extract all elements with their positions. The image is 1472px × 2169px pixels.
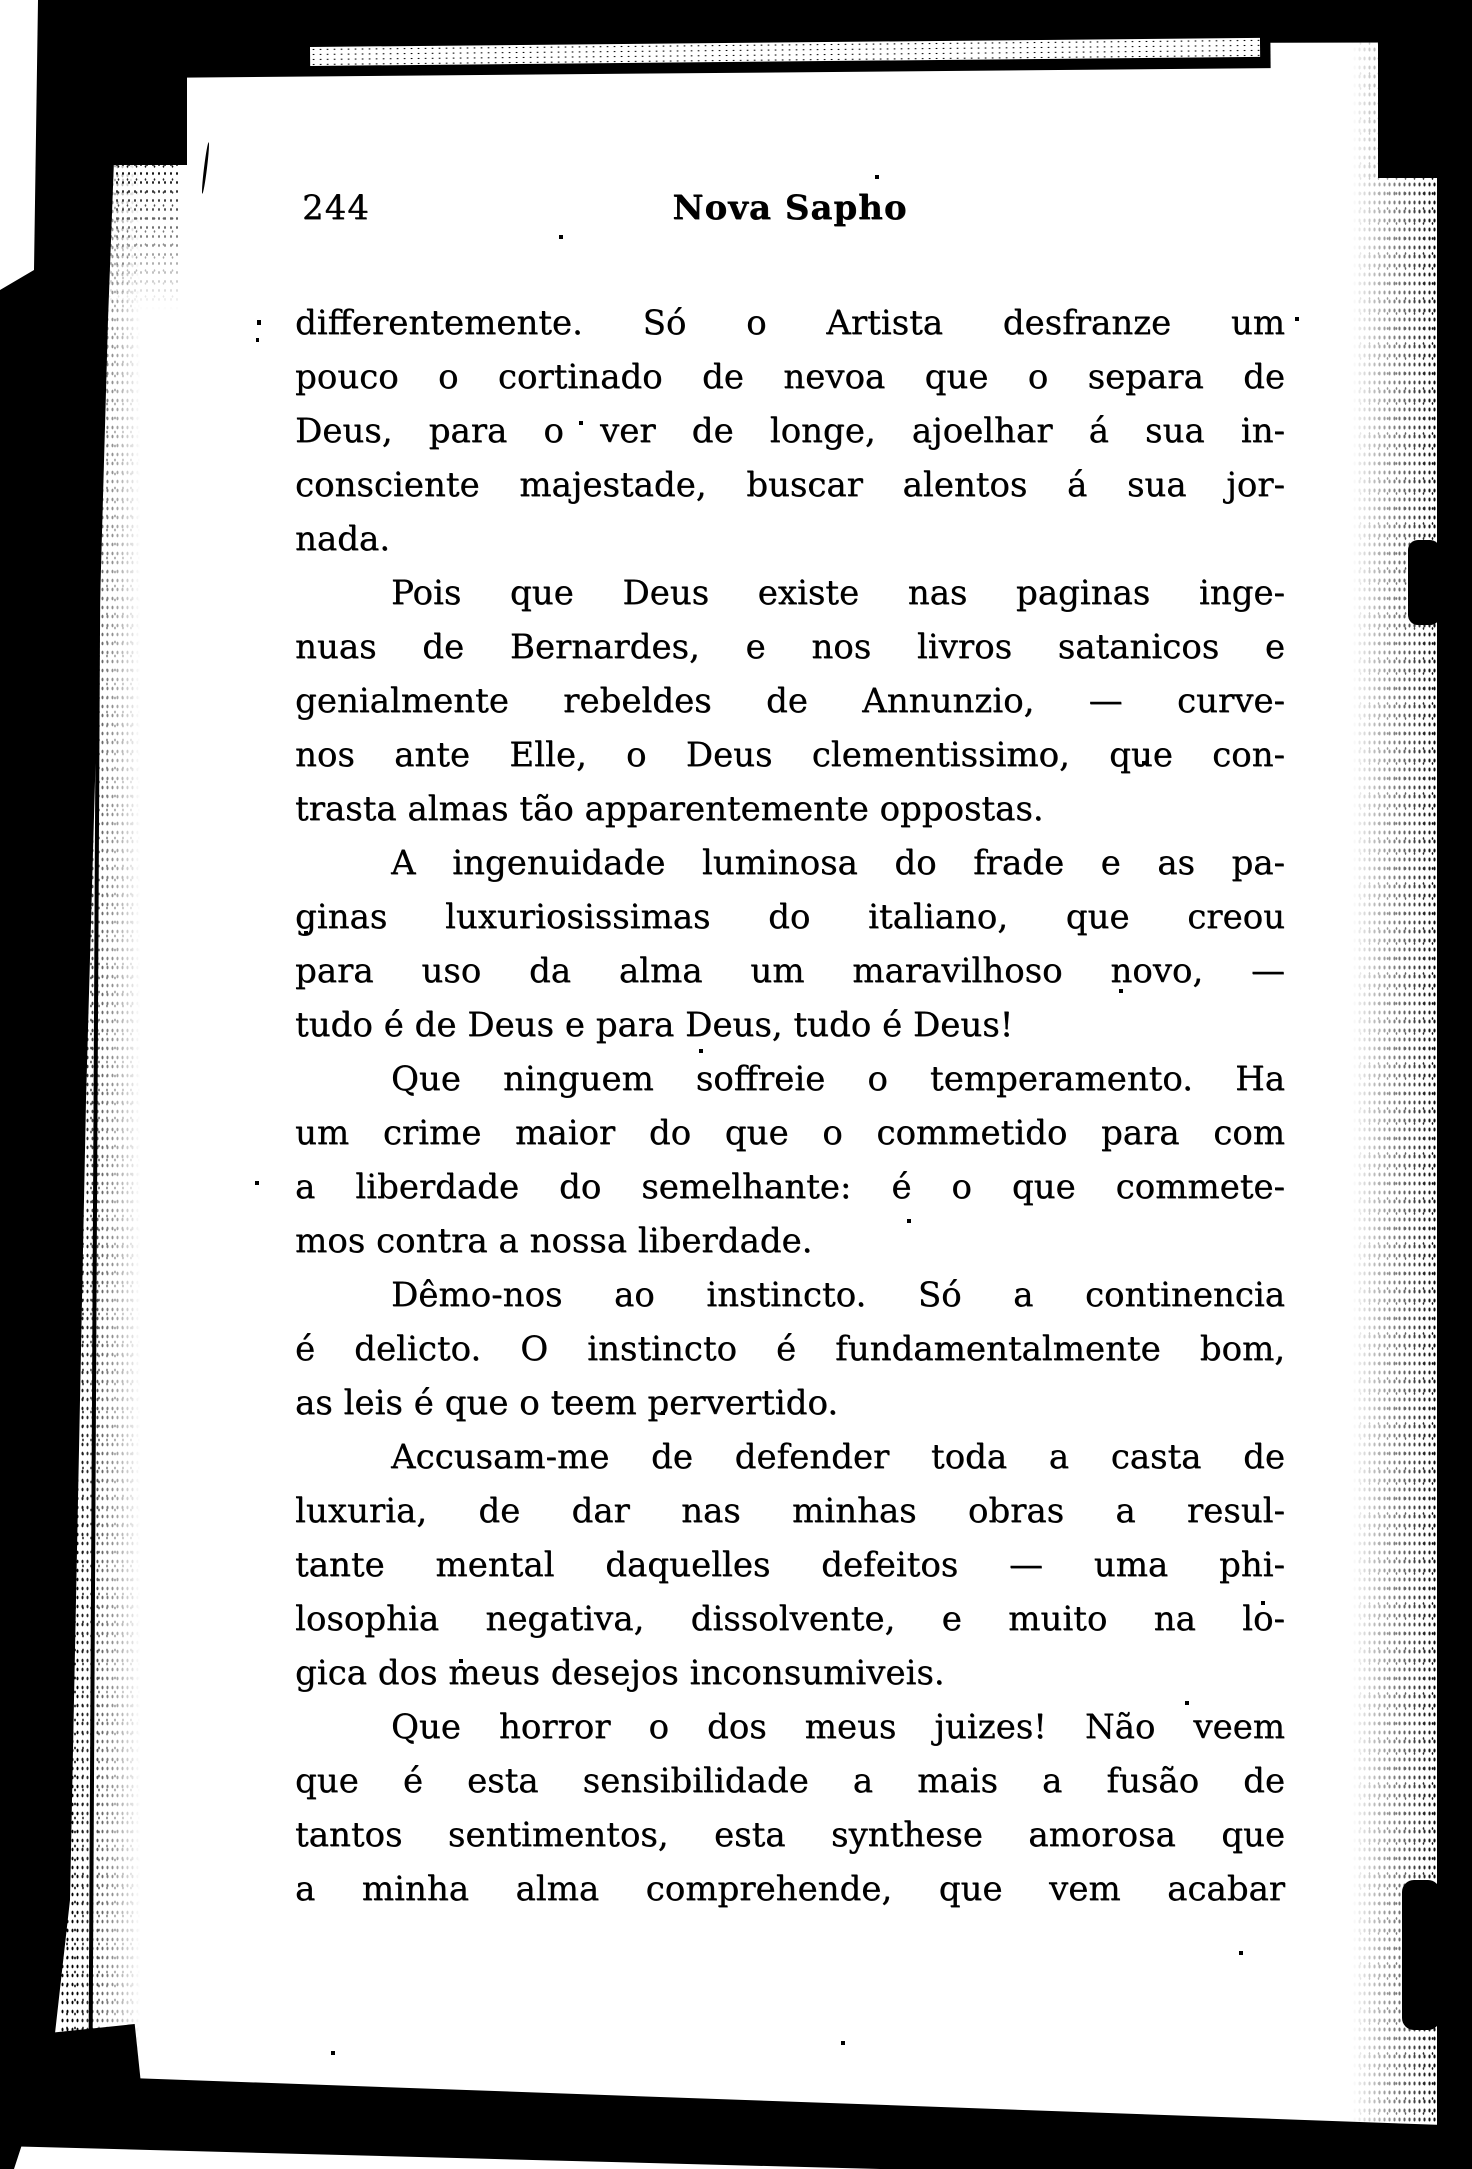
text-line: tudo é de Deus e para Deus, tudo é Deus! bbox=[295, 1005, 1014, 1045]
text-line: differentemente. Só o Artista desfranze um bbox=[295, 303, 1285, 343]
page-number: 244 bbox=[302, 188, 370, 228]
text-line: gica dos meus desejos inconsumiveis. bbox=[295, 1653, 945, 1693]
text-line: tante mental daquelles defeitos — uma phi- bbox=[295, 1545, 1285, 1585]
paragraph bbox=[295, 1268, 1285, 1430]
text-line: Que horror o dos meus juizes! Não veem bbox=[391, 1707, 1285, 1747]
text-line: que é esta sensibilidade a mais a fusão de bbox=[295, 1761, 1285, 1801]
text-line: a minha alma comprehende, que vem acabar bbox=[295, 1869, 1285, 1909]
text-line: A ingenuidade luminosa do frade e as pa- bbox=[391, 843, 1285, 883]
text-line: nos ante Elle, o Deus clementissimo, que con- bbox=[295, 735, 1285, 775]
text-line: ginas luxuriosissimas do italiano, que creou bbox=[295, 897, 1285, 937]
text-line: genialmente rebeldes de Annunzio, — curve- bbox=[295, 681, 1285, 721]
scan-dust-dot bbox=[257, 320, 261, 325]
scan-dust-dot bbox=[256, 338, 259, 342]
text-line: nuas de Bernardes, e nos livros satanicos e bbox=[295, 627, 1285, 667]
paragraph bbox=[295, 296, 1285, 566]
paragraph bbox=[295, 566, 1285, 836]
text-line: Accusam-me de defender toda a casta de bbox=[391, 1437, 1285, 1477]
scan-right-speckle bbox=[1352, 0, 1438, 2169]
scan-dust-specks bbox=[0, 0, 2, 2]
text-line: mos contra a nossa liberdade. bbox=[295, 1221, 813, 1261]
text-line: consciente majestade, buscar alentos á sua jor- bbox=[295, 465, 1285, 505]
scan-right-blot-upper bbox=[1408, 540, 1440, 625]
text-line: as leis é que o teem pervertido. bbox=[295, 1383, 839, 1423]
text-line: nada. bbox=[295, 519, 391, 559]
page-body bbox=[295, 296, 1285, 1916]
paragraph bbox=[295, 1700, 1285, 1916]
text-line: trasta almas tão apparentemente oppostas. bbox=[295, 789, 1044, 829]
text-line: um crime maior do que o commetido para com bbox=[295, 1113, 1285, 1153]
paragraph bbox=[295, 836, 1285, 1052]
text-line: tantos sentimentos, esta synthese amorosa que bbox=[295, 1815, 1285, 1855]
running-title: Nova Sapho bbox=[672, 188, 908, 228]
text-line: luxuria, de dar nas minhas obras a resul- bbox=[295, 1491, 1285, 1531]
text-line: Que ninguem soffreie o temperamento. Ha bbox=[391, 1059, 1285, 1099]
text-line: para uso da alma um maravilhoso novo, — bbox=[295, 951, 1285, 991]
text-line: pouco o cortinado de nevoa que o separa de bbox=[295, 357, 1285, 397]
scan-bottom-left-corner bbox=[15, 2024, 144, 2131]
text-line: Pois que Deus existe nas paginas inge- bbox=[391, 573, 1285, 613]
text-line: Deus, para o ver de longe, ajoelhar á sua in- bbox=[295, 411, 1285, 451]
paragraph bbox=[295, 1430, 1285, 1700]
text-line: é delicto. O instincto é fundamentalmente bom, bbox=[295, 1329, 1285, 1369]
text-line: Dêmo-nos ao instincto. Só a continencia bbox=[391, 1275, 1285, 1315]
page-header bbox=[295, 186, 1285, 230]
scan-stray-mark bbox=[201, 142, 210, 194]
text-line: losophia negativa, dissolvente, e muito na lo- bbox=[295, 1599, 1285, 1639]
text-line: a liberdade do semelhante: é o que commete- bbox=[295, 1167, 1285, 1207]
scan-right-border bbox=[1437, 0, 1472, 2169]
scan-right-blot-lower bbox=[1402, 1880, 1440, 2030]
paragraph bbox=[295, 1052, 1285, 1268]
